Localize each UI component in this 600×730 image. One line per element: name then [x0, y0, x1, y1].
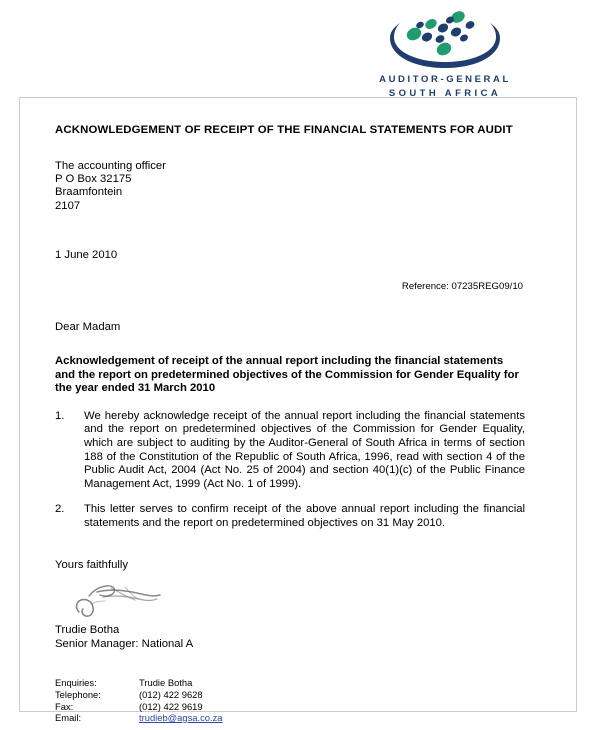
signer-name: Trudie Botha: [55, 624, 120, 637]
addressee-line: The accounting officer: [55, 159, 166, 172]
list-item: [55, 410, 525, 492]
page-title: ACKNOWLEDGEMENT OF RECEIPT OF THE FINANCIAL STATEMENTS FOR AUDIT: [55, 124, 513, 136]
signer-title: Senior Manager: National A: [55, 637, 194, 650]
clause-list: [55, 410, 525, 531]
reference-number: Reference: 07235REG09/10: [401, 280, 523, 292]
contact-value: (012) 422 9628: [139, 688, 203, 700]
letter-date: 1 June 2010: [55, 249, 118, 262]
addressee-line: Braamfontein: [55, 186, 123, 199]
contact-details: [55, 677, 223, 723]
table-row: [55, 689, 223, 701]
closing-salutation: Yours faithfully: [55, 558, 129, 571]
addressee-block: [55, 160, 525, 214]
letterhead-logo: [355, 8, 535, 100]
addressee-line: 2107: [55, 199, 81, 212]
table-row: [55, 712, 223, 724]
clause-number: 1.: [55, 409, 65, 422]
logo-country-name: SOUTH AFRICA: [388, 88, 502, 99]
salutation: Dear Madam: [55, 321, 121, 334]
contact-value: (012) 422 9619: [139, 700, 203, 712]
email-link[interactable]: trudieb@agsa.co.za: [139, 712, 223, 724]
logo-wordmark: [355, 74, 535, 99]
table-row: [55, 677, 223, 689]
contact-value: Trudie Botha: [139, 677, 193, 689]
contact-label: Enquiries:: [55, 677, 97, 689]
clause-text: This letter serves to confirm receipt of the above annual report including the financial statements and the report on predetermined objectives on 31 May 2010.: [84, 503, 525, 529]
contact-label: Telephone:: [55, 688, 101, 700]
contact-label: Email:: [55, 712, 82, 724]
logo-organisation-name: AUDITOR-GENERAL: [379, 74, 511, 85]
contact-label: Fax:: [55, 700, 74, 712]
table-row: [55, 701, 223, 713]
handwritten-signature: [67, 578, 187, 622]
subject-heading: Acknowledgement of receipt of the annual report including the financial statements and the report on predetermined objectives of the Commission for Gender Equality for the year ended 31 March 2010: [55, 355, 519, 395]
addressee-line: P O Box 32175: [55, 173, 132, 185]
clause-number: 2.: [55, 503, 65, 516]
auditor-general-logo-mark: [386, 8, 504, 72]
list-item: [55, 503, 525, 530]
letter-body: [55, 124, 525, 724]
clause-text: We hereby acknowledge receipt of the annual report including the financial statements and the report on predetermined objectives of the Commission for Gender Equality, which are subject to auditing by the Auditor-General of South Africa in terms of section 188 of the Constitution of the Republic of South Africa, 1996, read with section 4 of the Public Audit Act, 2004 (Act No. 25 of 2004) and section 40(1)(c) of the Public Finance Management Act, 1999 (Act No. 1 of 1999).: [84, 409, 525, 490]
